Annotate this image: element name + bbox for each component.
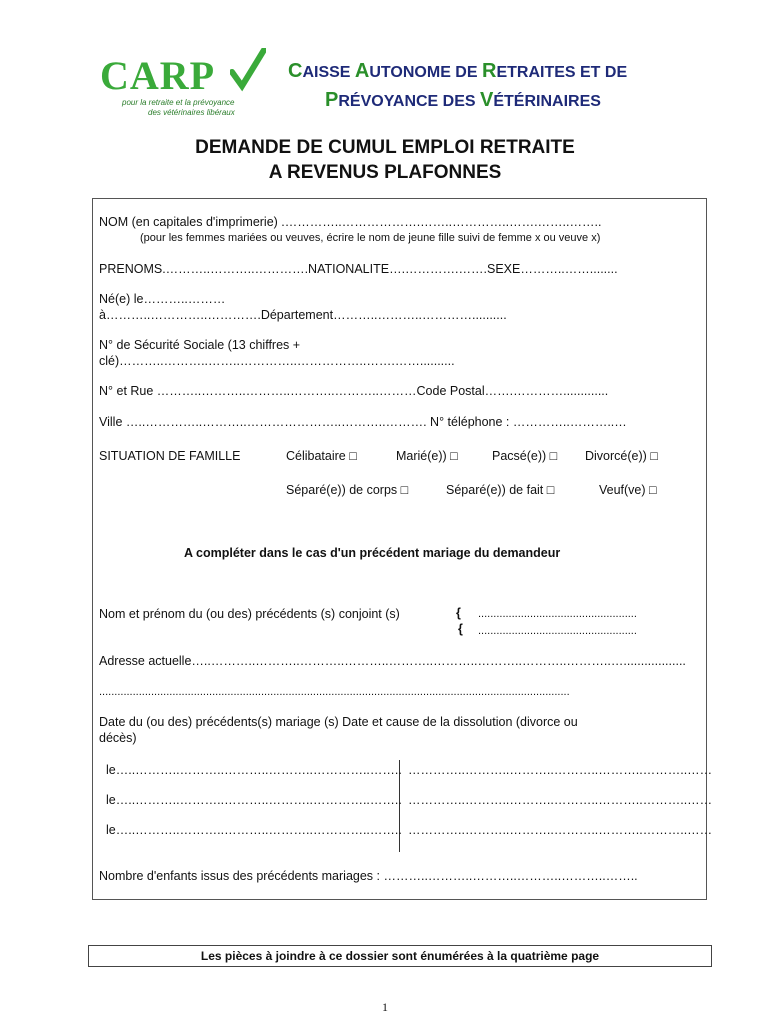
checkbox-marie[interactable]: Marié(e)) □ [396,449,458,463]
social-security-label: N° de Sécurité Sociale (13 chiffres + [99,338,301,352]
marriage-date-field-3[interactable]: le…..………..………..………..………..…………..…….. [106,823,402,837]
checkbox-separe-fait[interactable]: Séparé(e)) de fait □ [446,483,555,497]
page-number: 1 [382,1000,388,1014]
brace-2: { [458,622,463,636]
situation-label: SITUATION DE FAMILLE [99,449,241,463]
dissolution-field-1[interactable]: …………..………..………..………..………..………..…… [408,763,713,777]
checkbox-divorce[interactable]: Divorcé(e)) □ [585,449,658,463]
checkbox-separe-corps[interactable]: Séparé(e)) de corps □ [286,483,409,497]
logo-text: CARP [100,53,216,98]
logo-tagline-1: pour la retraite et la prévoyance [122,98,235,107]
org-name-line1: CAISSE AUTONOME DE RETRAITES ET DE [288,60,628,82]
nom-field[interactable]: NOM (en capitales d'imprimerie) .…………..……………….……..…………..…….……..…….. [99,215,602,229]
checkbox-pacse[interactable]: Pacsé(e)) □ [492,449,558,463]
brace-1: { [456,606,461,620]
current-address-field-2[interactable]: .......................................................................................................................................................... [99,686,570,698]
marriage-date-field-2[interactable]: le…..………..………..………..………..…………..…….. [106,793,402,807]
previous-spouse-field-1[interactable]: .................................................... [478,608,637,620]
marriage-date-label-2: décès) [99,731,137,745]
nom-hint: (pour les femmes mariées ou veuves, écrire le nom de jeune fille suivi de femme x ou veuve x) [140,232,601,244]
dissolution-field-3[interactable]: …………..………..………..………..………..………..…… [408,823,713,837]
previous-spouse-label: Nom et prénom du (ou des) précédents (s) conjoint (s) [99,607,400,621]
logo-tagline-2: des vétérinaires libéraux [148,108,235,117]
previous-spouse-field-2[interactable]: .................................................... [478,625,637,637]
prenoms-nationalite-sexe-field[interactable]: PRENOMS.………..………..………….NATIONALITE….………….…….SEXE………..……........ [99,262,618,276]
birth-place-field[interactable]: à………..…………..………….Département………..………..………….......... [99,308,507,322]
current-address-field[interactable]: Adresse actuelle…..………..………..………..………..………..………..………..………..………..….................. [99,654,686,668]
social-security-field[interactable]: clé)………..………..……..…………..……………..…….…….......... [99,354,455,368]
org-name-line2: PRÉVOYANCE DES VÉTÉRINAIRES [325,89,601,111]
city-phone-field[interactable]: Ville …..…………..………..…………………..………..………. N° téléphone : …………..………..… [99,415,627,429]
carp-logo [100,48,270,120]
checkmark-icon [230,48,266,96]
children-count-field[interactable]: Nombre d'enfants issus des précédents mariages : ………..………..………..………..………..…….. [99,869,638,883]
marriage-date-field-1[interactable]: le…..………..………..………..………..…………..…….. [106,763,402,777]
previous-marriage-section-title: A compléter dans le cas d'un précédent mariage du demandeur [184,546,561,560]
attachments-note: Les pièces à joindre à ce dossier sont énumérées à la quatrième page [88,945,712,967]
marriage-date-label: Date du (ou des) précédents(s) mariage (s) Date et cause de la dissolution (divorce ou [99,715,578,729]
form-title-line1: DEMANDE DE CUMUL EMPLOI RETRAITE [195,137,575,158]
form-title-line2: A REVENUS PLAFONNES [268,162,502,183]
address-postal-field[interactable]: N° et Rue ………..………..………..………..………..………Code Postal…….…………............. [99,384,609,398]
checkbox-celibataire[interactable]: Célibataire □ [286,449,357,463]
checkbox-veuf[interactable]: Veuf(ve) □ [599,483,657,497]
dissolution-field-2[interactable]: …………..………..………..………..………..………..…… [408,793,713,807]
birth-date-field[interactable]: Né(e) le………..……… [99,292,226,306]
